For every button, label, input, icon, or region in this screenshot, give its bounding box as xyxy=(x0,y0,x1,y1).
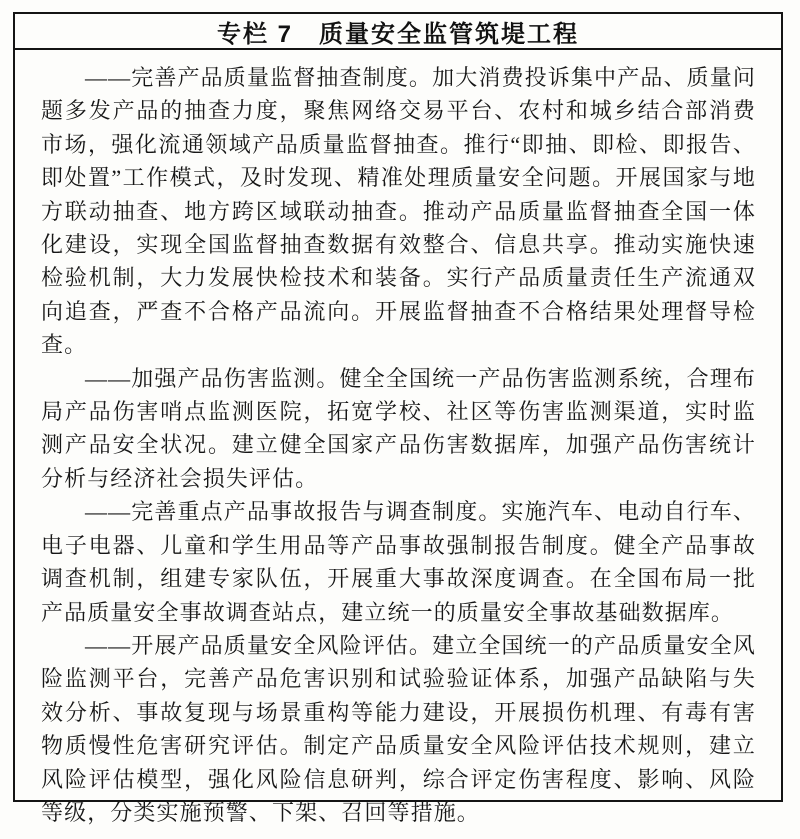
paragraph-risk-assessment: ——开展产品质量安全风险评估。建立全国统一的产品质量安全风险监测平台，完善产品危害识别和试验验证体系，加强产品缺陷与失效分析、事故复现与场景重构等能力建设，开展损伤机理、有毒有害物质慢性危害研究评估。制定产品质量安全风险评估技术规则，建立风险评估模型，强化风险信息研判，综合评定伤害程度、影响、风险等级，分类实施预警、下架、召回等措施。 xyxy=(41,632,756,825)
column-box xyxy=(13,12,783,825)
column-title-bar xyxy=(15,14,781,50)
paragraph-injury-monitoring: ——加强产品伤害监测。健全全国统一产品伤害监测系统，合理布局产品伤害哨点监测医院，拓宽学校、社区等伤害监测渠道，实时监测产品安全状况。建立健全国家产品伤害数据库，加强产品伤害统计分析与经济社会损失评估。 xyxy=(41,365,756,491)
paragraph-accident-reporting: ——完善重点产品事故报告与调查制度。实施汽车、电动自行车、电子电器、儿童和学生用品等产品事故强制报告制度。健全产品事故调查机制，组建专家队伍，开展重大事故深度调查。在全国布局一批产品质量安全事故调查站点，建立统一的质量安全事故基础数据库。 xyxy=(41,499,756,625)
column-title: 专栏 7 质量安全监管筑堤工程 xyxy=(216,20,579,48)
column-body xyxy=(15,50,781,839)
paragraph-supervision-sampling: ——完善产品质量监督抽查制度。加大消费投诉集中产品、质量问题多发产品的抽查力度，聚焦网络交易平台、农村和城乡结合部消费市场，强化流通领域产品质量监督抽查。推行“即抽、即检、即报告、即处置”工作模式，及时发现、精准处理质量安全问题。开展国家与地方联动抽查、地方跨区域联动抽查。推动产品质量监督抽查全国一体化建设，实现全国监督抽查数据有效整合、信息共享。推动实施快速检验机制，大力发展快检技术和装备。实行产品质量责任生产流通双向追查，严查不合格产品流向。开展监督抽查不合格结果处理督导检查。 xyxy=(41,65,756,358)
